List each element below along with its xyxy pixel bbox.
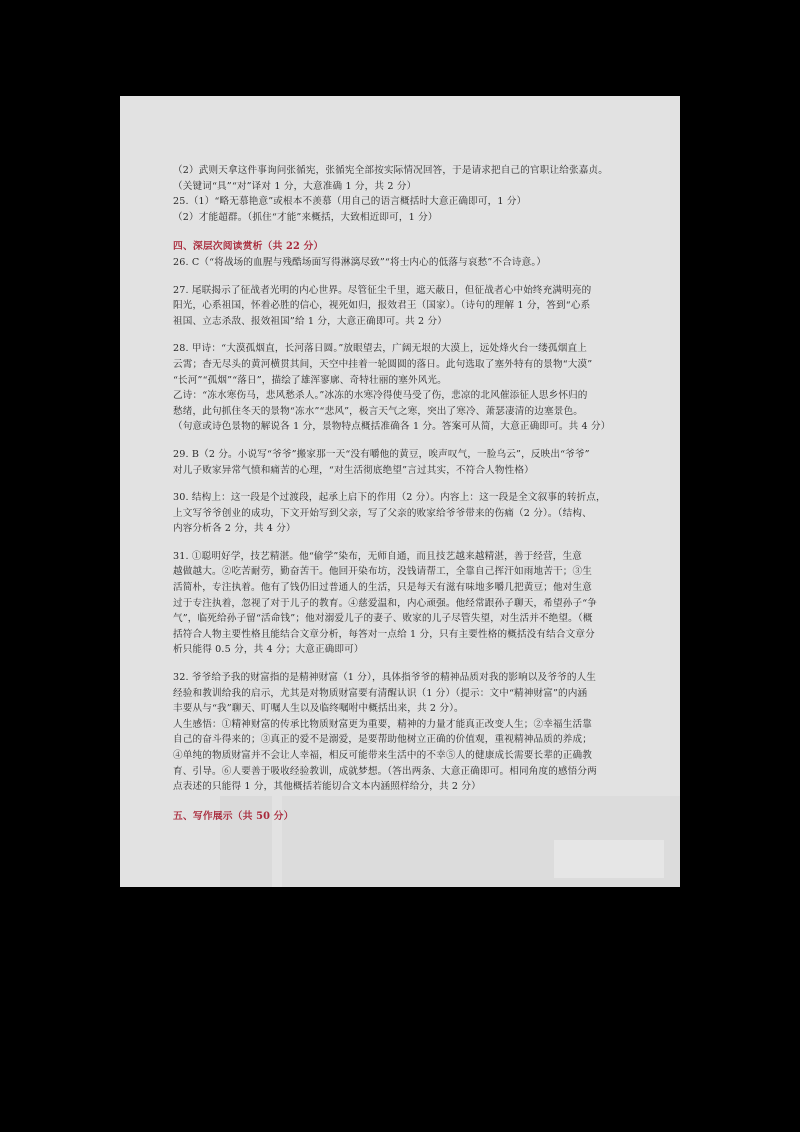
text-line: 育、引导。⑥人要善于吸收经验教训，成就梦想。（答出两条、大意正确即可。相同角度的感悟分两 bbox=[173, 765, 597, 777]
text-line: （2）才能超群。（抓住“才能”来概括，大致相近即可，1 分） bbox=[173, 211, 438, 223]
text-line: 30. 结构上：这一段是个过渡段，起承上启下的作用（2 分）。内容上：这一段是全文叙事的转折点， bbox=[173, 492, 606, 504]
section-heading-5: 五、写作展示（共 50 分） bbox=[173, 810, 294, 822]
text-line: 经验和教训给我的启示，尤其是对物质财富要有清醒认识（1 分）（提示：文中“精神财富”的内涵 bbox=[173, 687, 588, 699]
section-heading-4: 四、深层次阅读赏析（共 22 分） bbox=[173, 241, 324, 253]
q30-answer bbox=[173, 490, 633, 537]
text-line: ④单纯的物质财富并不会让人幸福，相反可能带来生活中的不幸⑤人的健康成长需要长辈的正确教 bbox=[173, 750, 592, 761]
text-line: 29. B（2 分。小说写“爷爷”搬家那一天“没有嚼他的黄豆，唉声叹气，一脸乌云”，反映出“爷爷” bbox=[173, 448, 590, 460]
text-line: 对儿子败家异常气愤和痛苦的心理，“对生活彻底绝望”言过其实，不符合人物性格） bbox=[173, 464, 534, 476]
text-line: 上文写爷爷创业的成功，下文开始写到父亲，写了父亲的败家给爷爷带来的伤痛（2 分）。（结构、 bbox=[173, 507, 592, 519]
q32-answer bbox=[173, 670, 633, 795]
text-line: 32. 爷爷给予我的财富指的是精神财富（1 分），具体指爷爷的精神品质对我的影响以及爷爷的人生 bbox=[173, 672, 597, 684]
text-line: 过于专注执着，忽视了对于儿子的教育。④慈爱温和，内心顽强。他经常跟孙子聊天，希望孙子“争 bbox=[173, 597, 598, 609]
text-line: 内容分析各 2 分，共 4 分） bbox=[173, 523, 296, 535]
text-line: “长河”“孤烟”“落日”，描绘了雄浑寥廓、奇特壮丽的塞外风光。 bbox=[173, 374, 447, 386]
q25-answer bbox=[173, 194, 633, 225]
q28-answer bbox=[173, 341, 633, 435]
text-line: 气”，临死给孙子留“活命钱”；他对溺爱儿子的妻子、败家的儿子尽管失望，对生活并不绝望。（概 bbox=[173, 613, 593, 625]
scanned-page bbox=[120, 96, 680, 887]
text-line: 28. 甲诗：“大漠孤烟直，长河落日圆。”放眼望去，广阔无垠的大漠上，远处烽火台一缕孤烟直上 bbox=[173, 343, 587, 355]
text-line: （关键词“具”“对”译对 1 分，大意准确 1 分，共 2 分） bbox=[173, 180, 417, 192]
text-line: 析只能得 0.5 分，共 4 分；大意正确即可） bbox=[173, 644, 364, 656]
text-line: （句意或诗色景物的解说各 1 分，景物特点概括准确各 1 分。答案可从简，大意正确即可。共 4 分） bbox=[173, 421, 611, 433]
q29-answer bbox=[173, 447, 633, 478]
text-line: 愁绪，此句抓住冬天的景物“冻水”“悲风”，极言天气之寒，突出了寒冷、萧瑟凄清的边塞景色。 bbox=[173, 405, 583, 417]
q26-answer bbox=[173, 255, 633, 271]
text-line: 阳光，心系祖国，怀着必胜的信心，视死如归，报效君王（国家）。（诗句的理解 1 分，答到“心系 bbox=[173, 300, 591, 312]
text-line: 活简朴，专注执着。他有了钱仍旧过普通人的生活，只是每天有滋有味地多嚼几把黄豆；他对生意 bbox=[173, 582, 592, 594]
q27-answer bbox=[173, 283, 633, 330]
answer-key-content bbox=[173, 163, 633, 824]
text-line: 丰要从与“我”聊天、叮嘱人生以及临终嘱咐中概括出来，共 2 分）。 bbox=[173, 703, 464, 715]
text-line: 自己的奋斗得来的；③真正的爱不是溺爱，是要帮助他树立正确的价值观，重视精神品质的养成； bbox=[173, 734, 592, 746]
text-line: 31. ①聪明好学，技艺精湛。他“偷学”染布，无师自通，而且技艺越来越精湛，善于经营，生意 bbox=[173, 550, 583, 562]
text-line: 祖国、立志杀敌、报效祖国”给 1 分，大意正确即可。共 2 分） bbox=[173, 315, 447, 327]
text-line: 乙诗：“冻水寒伤马，悲风愁杀人。”冰冻的水寒冷得使马受了伤，悲凉的北风催添征人思乡怀归的 bbox=[173, 390, 588, 402]
text-line: 越做越大。②吃苦耐劳，勤奋苦干。他回开染布坊，没钱请帮工，全靠自己挥汗如雨地苦干；③生 bbox=[173, 566, 592, 578]
text-line: 点表述的只能得 1 分，其他概括若能切合文本内涵照样给分，共 2 分） bbox=[173, 781, 481, 793]
text-line: 26. C（“将战场的血腥与残酷场面写得淋漓尽致”“将士内心的低落与哀愁”不合诗意。） bbox=[173, 256, 547, 268]
text-line: 括符合人物主要性格且能结合文章分析，每答对一点给 1 分，只有主要性格的概括没有结合文章分 bbox=[173, 628, 595, 640]
text-line: 27. 尾联揭示了征战者光明的内心世界。尽管征尘千里，遮天蔽日，但征战者心中始终充满明亮的 bbox=[173, 284, 592, 296]
scan-artifact bbox=[554, 840, 664, 878]
q31-answer bbox=[173, 549, 633, 658]
text-line: （2）武则天拿这件事询问张循宪，张循宪全部按实际情况回答，于是请求把自己的官职让给张嘉贞。 bbox=[173, 165, 608, 176]
q24-part2-answer bbox=[173, 163, 633, 194]
text-line: 人生感悟：①精神财富的传承比物质财富更为重要，精神的力量才能真正改变人生；②幸福生活靠 bbox=[173, 718, 592, 730]
text-line: 25.（1）“略无慕艳意”或根本不羡慕（用自己的语言概括时大意正确即可，1 分） bbox=[173, 196, 527, 208]
text-line: 云霄；杳无尽头的黄河横贯其间，天空中挂着一轮圆圆的落日。此句选取了塞外特有的景物“大漠” bbox=[173, 358, 593, 370]
